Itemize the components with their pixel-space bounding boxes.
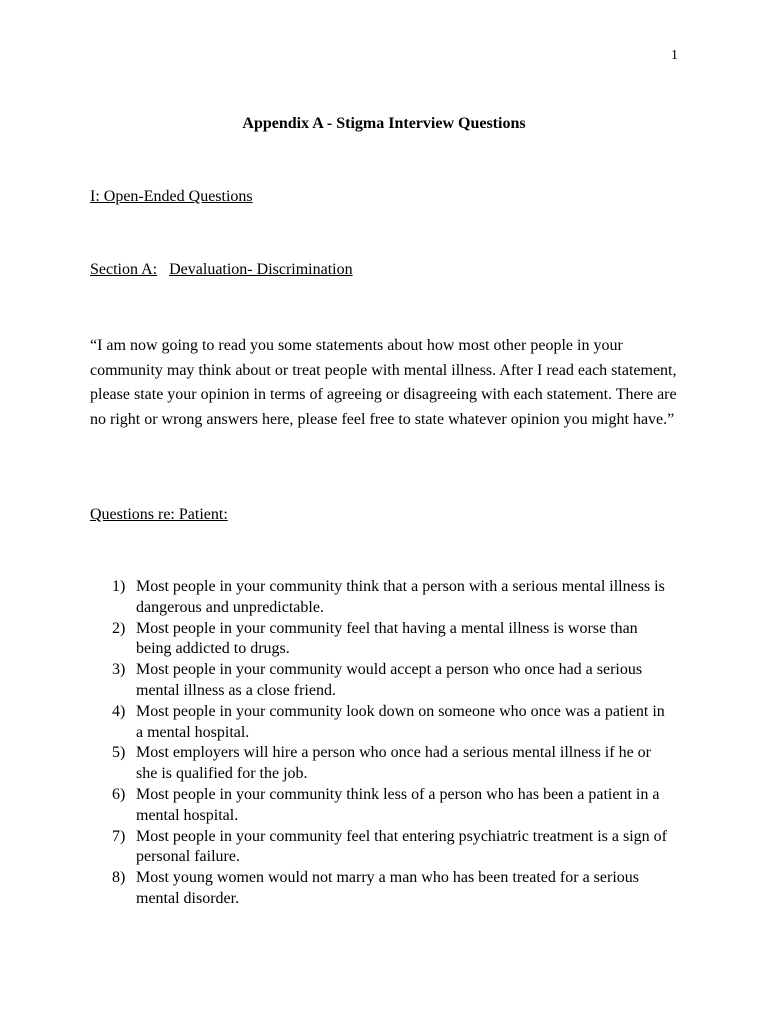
question-number: 3) — [112, 661, 126, 679]
question-item — [112, 827, 672, 869]
question-item — [112, 785, 672, 827]
section-label: Section A: — [90, 261, 158, 278]
question-item — [112, 743, 672, 785]
question-text: Most people in your community think that a person with a serious mental illness is dangerous and unpredictable. — [136, 578, 665, 616]
question-number: 8) — [112, 869, 126, 887]
question-list — [112, 577, 672, 910]
document-title: Appendix A - Stigma Interview Questions — [242, 115, 526, 132]
intro-paragraph: “I am now going to read you some statements about how most other people in your community may think about or treat people with mental illness. After I read each statement, please state your opinion in terms of agreeing or disagreeing with each statement. There are no right or wrong answers here, please feel free to state whatever opinion you might have.” — [90, 337, 677, 428]
question-number: 6) — [112, 785, 126, 803]
question-item — [112, 702, 672, 744]
question-number: 1) — [112, 578, 126, 595]
question-number: 5) — [112, 744, 126, 762]
section-name: Devaluation- Discrimination — [169, 261, 353, 278]
question-text: Most people in your community feel that entering psychiatric treatment is a sign of personal failure. — [136, 827, 667, 866]
part-heading: I: Open-Ended Questions — [90, 188, 253, 205]
page-number: 1 — [671, 48, 678, 63]
section-heading — [90, 261, 353, 279]
question-text: Most young women would not marry a man who has been treated for a serious mental disorder. — [136, 869, 639, 907]
question-text: Most people in your community feel that having a mental illness is worse than being addicted to drugs. — [136, 619, 638, 658]
question-number: 2) — [112, 619, 126, 637]
question-number: 4) — [112, 702, 126, 720]
question-item — [112, 577, 672, 619]
questions-heading: Questions re: Patient: — [90, 506, 228, 523]
question-text: Most people in your community would accept a person who once had a serious mental illness as a close friend. — [136, 661, 643, 699]
question-text: Most employers will hire a person who once had a serious mental illness if he or she is qualified for the job. — [136, 744, 651, 783]
question-number: 7) — [112, 827, 126, 845]
question-item — [112, 868, 672, 910]
question-text: Most people in your community look down on someone who once was a patient in a mental hospital. — [136, 702, 665, 741]
question-text: Most people in your community think less of a person who has been a patient in a mental hospital. — [136, 785, 660, 824]
question-item — [112, 660, 672, 702]
question-item — [112, 619, 672, 661]
